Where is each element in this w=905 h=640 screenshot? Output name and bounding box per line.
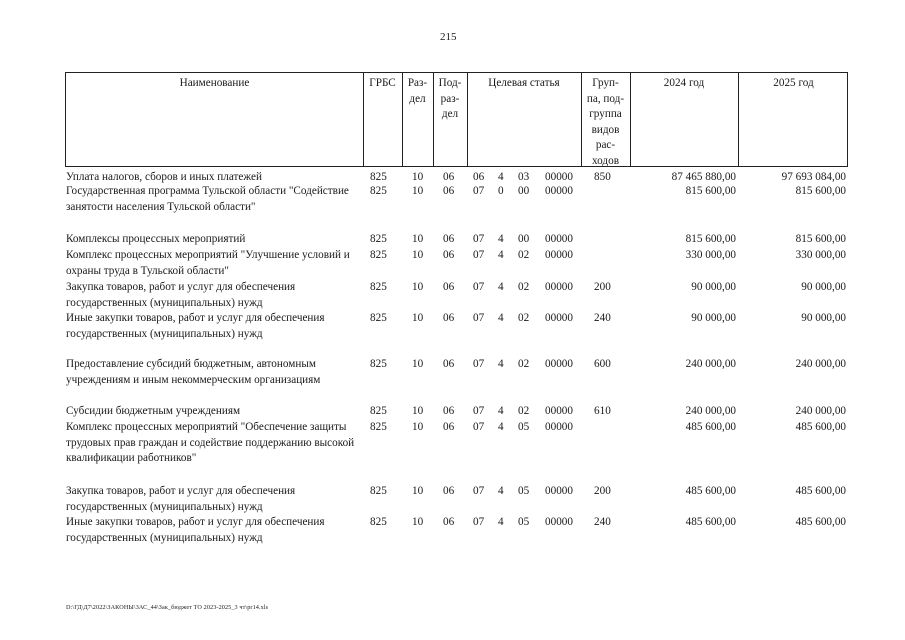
row-c2: 0 <box>498 185 504 197</box>
row-c4: 00000 <box>545 485 573 497</box>
row-c3: 02 <box>518 405 530 417</box>
header-podrazdel-line: раз- <box>440 92 460 105</box>
row-y2024: 485 600,00 <box>685 516 736 528</box>
row-pr: 06 <box>443 421 455 433</box>
header-group-line: ходов <box>591 154 619 167</box>
row-grbs: 825 <box>370 421 387 433</box>
row-c1: 07 <box>473 185 485 197</box>
header-2024: 2024 год <box>663 77 705 89</box>
row-pr: 06 <box>443 281 455 293</box>
header-name: Наименование <box>179 77 250 89</box>
row-name: Предоставление субсидий бюджетным, автономным учреждениям и иным некоммерческим организациям <box>66 358 321 386</box>
row-rz: 10 <box>412 249 424 261</box>
row-rz: 10 <box>412 485 424 497</box>
row-y2025: 330 000,00 <box>795 249 846 261</box>
row-name: Комплексы процессных мероприятий <box>66 233 246 245</box>
row-vr: 600 <box>594 358 611 370</box>
row-rz: 10 <box>412 233 424 245</box>
row-y2025: 240 000,00 <box>795 358 846 370</box>
row-y2025: 90 000,00 <box>801 281 846 293</box>
row-vr: 610 <box>594 405 611 417</box>
row-y2025: 97 693 084,00 <box>781 171 846 183</box>
row-c2: 4 <box>498 249 504 261</box>
header-razdel-line: дел <box>409 92 426 105</box>
row-c3: 05 <box>518 421 530 433</box>
row-name: Субсидии бюджетным учреждениям <box>66 405 241 417</box>
header-podrazdel <box>433 76 467 123</box>
row-grbs: 825 <box>370 171 387 183</box>
row-vr: 200 <box>594 281 611 293</box>
row-c1: 07 <box>473 312 485 324</box>
header-group-line: группа <box>589 108 622 120</box>
row-c3: 03 <box>518 171 530 183</box>
row-c4: 00000 <box>545 358 573 370</box>
row-pr: 06 <box>443 312 455 324</box>
row-c2: 4 <box>498 485 504 497</box>
header-podrazdel-line: Под- <box>438 77 462 89</box>
row-grbs: 825 <box>370 405 387 417</box>
row-rz: 10 <box>412 171 424 183</box>
row-rz: 10 <box>412 421 424 433</box>
row-name: Закупка товаров, работ и услуг для обеспечения государственных (муниципальных) нужд <box>66 485 296 513</box>
row-y2025: 485 600,00 <box>795 516 846 528</box>
row-c1: 07 <box>473 281 485 293</box>
row-grbs: 825 <box>370 516 387 528</box>
row-pr: 06 <box>443 249 455 261</box>
row-rz: 10 <box>412 516 424 528</box>
file-path: D:\ГД\Д7\2022\ЗАКОНЫ\ЗАС_44\Зак_бюджет ТО 2023-2025_3 чт\pr14.xls <box>66 604 269 611</box>
row-c2: 4 <box>498 405 504 417</box>
row-c1: 06 <box>473 171 485 183</box>
row-vr: 240 <box>594 516 611 528</box>
header-group <box>581 76 630 169</box>
row-y2025: 485 600,00 <box>795 421 846 433</box>
row-c3: 05 <box>518 516 530 528</box>
header-group-line: видов <box>591 123 620 136</box>
row-grbs: 825 <box>370 281 387 293</box>
row-c3: 02 <box>518 249 530 261</box>
row-name: Иные закупки товаров, работ и услуг для обеспечения государственных (муниципальных) нужд <box>66 312 325 340</box>
row-c1: 07 <box>473 249 485 261</box>
row-pr: 06 <box>443 233 455 245</box>
row-y2024: 485 600,00 <box>685 421 736 433</box>
row-c2: 4 <box>498 358 504 370</box>
header-podrazdel-line: дел <box>441 108 459 120</box>
row-c2: 4 <box>498 421 504 433</box>
row-y2025: 815 600,00 <box>795 233 846 245</box>
row-y2024: 90 000,00 <box>691 312 736 324</box>
row-y2024: 90 000,00 <box>691 281 736 293</box>
row-rz: 10 <box>412 281 424 293</box>
row-c4: 00000 <box>545 171 573 183</box>
row-c4: 00000 <box>545 233 573 245</box>
row-rz: 10 <box>412 405 424 417</box>
row-name: Государственная программа Тульской области "Содействие занятости населения Тульской области" <box>66 185 349 213</box>
row-c3: 00 <box>518 185 530 197</box>
row-pr: 06 <box>443 185 455 197</box>
row-c4: 00000 <box>545 516 573 528</box>
row-c4: 00000 <box>545 281 573 293</box>
header-group-line: Груп- <box>592 77 619 89</box>
header-group-line: рас- <box>595 139 616 151</box>
row-c4: 00000 <box>545 421 573 433</box>
row-c4: 00000 <box>545 405 573 417</box>
row-grbs: 825 <box>370 358 387 370</box>
row-vr: 850 <box>594 171 611 183</box>
row-y2024: 815 600,00 <box>685 185 736 197</box>
row-c1: 07 <box>473 405 485 417</box>
header-2025: 2025 год <box>773 77 814 89</box>
row-pr: 06 <box>443 358 455 370</box>
row-name: Закупка товаров, работ и услуг для обеспечения государственных (муниципальных) нужд <box>66 281 296 309</box>
row-c4: 00000 <box>545 312 573 324</box>
table-header <box>65 72 848 167</box>
row-y2024: 815 600,00 <box>685 233 736 245</box>
row-c1: 07 <box>473 421 485 433</box>
page-number: 215 <box>440 31 457 43</box>
header-group-line: па, под- <box>586 92 625 105</box>
row-y2024: 330 000,00 <box>685 249 736 261</box>
row-c2: 4 <box>498 516 504 528</box>
row-y2024: 240 000,00 <box>685 405 736 417</box>
row-c1: 07 <box>473 358 485 370</box>
header-grbs: ГРБС <box>369 77 396 89</box>
row-pr: 06 <box>443 405 455 417</box>
row-y2025: 485 600,00 <box>795 485 846 497</box>
row-c2: 4 <box>498 171 504 183</box>
row-c3: 00 <box>518 233 530 245</box>
row-pr: 06 <box>443 485 455 497</box>
row-pr: 06 <box>443 516 455 528</box>
row-y2025: 90 000,00 <box>801 312 846 324</box>
row-grbs: 825 <box>370 185 387 197</box>
row-name: Комплекс процессных мероприятий "Обеспечение защиты трудовых прав граждан и содействие поддержанию высокой квалификации работников" <box>66 421 355 465</box>
row-c1: 07 <box>473 516 485 528</box>
header-razdel <box>402 76 433 107</box>
row-name: Иные закупки товаров, работ и услуг для обеспечения государственных (муниципальных) нужд <box>66 516 325 544</box>
row-y2025: 240 000,00 <box>795 405 846 417</box>
row-c1: 07 <box>473 485 485 497</box>
row-vr: 200 <box>594 485 611 497</box>
row-rz: 10 <box>412 312 424 324</box>
row-grbs: 825 <box>370 312 387 324</box>
row-grbs: 825 <box>370 485 387 497</box>
row-rz: 10 <box>412 358 424 370</box>
row-name: Комплекс процессных мероприятий "Улучшение условий и охраны труда в Тульской области" <box>66 249 350 277</box>
row-name: Уплата налогов, сборов и иных платежей <box>66 171 262 183</box>
row-y2024: 485 600,00 <box>685 485 736 497</box>
row-c3: 05 <box>518 485 530 497</box>
header-razdel-line: Раз- <box>407 77 428 89</box>
row-c3: 02 <box>518 281 530 293</box>
row-y2025: 815 600,00 <box>795 185 846 197</box>
header-target: Целевая статья <box>488 77 560 89</box>
row-c2: 4 <box>498 281 504 293</box>
row-vr: 240 <box>594 312 611 324</box>
row-c3: 02 <box>518 358 530 370</box>
row-c4: 00000 <box>545 185 573 197</box>
row-rz: 10 <box>412 185 424 197</box>
row-y2024: 87 465 880,00 <box>671 171 736 183</box>
row-c4: 00000 <box>545 249 573 261</box>
row-y2024: 240 000,00 <box>685 358 736 370</box>
row-c2: 4 <box>498 312 504 324</box>
row-c3: 02 <box>518 312 530 324</box>
row-pr: 06 <box>443 171 455 183</box>
row-grbs: 825 <box>370 233 387 245</box>
row-c2: 4 <box>498 233 504 245</box>
row-c1: 07 <box>473 233 485 245</box>
row-grbs: 825 <box>370 249 387 261</box>
